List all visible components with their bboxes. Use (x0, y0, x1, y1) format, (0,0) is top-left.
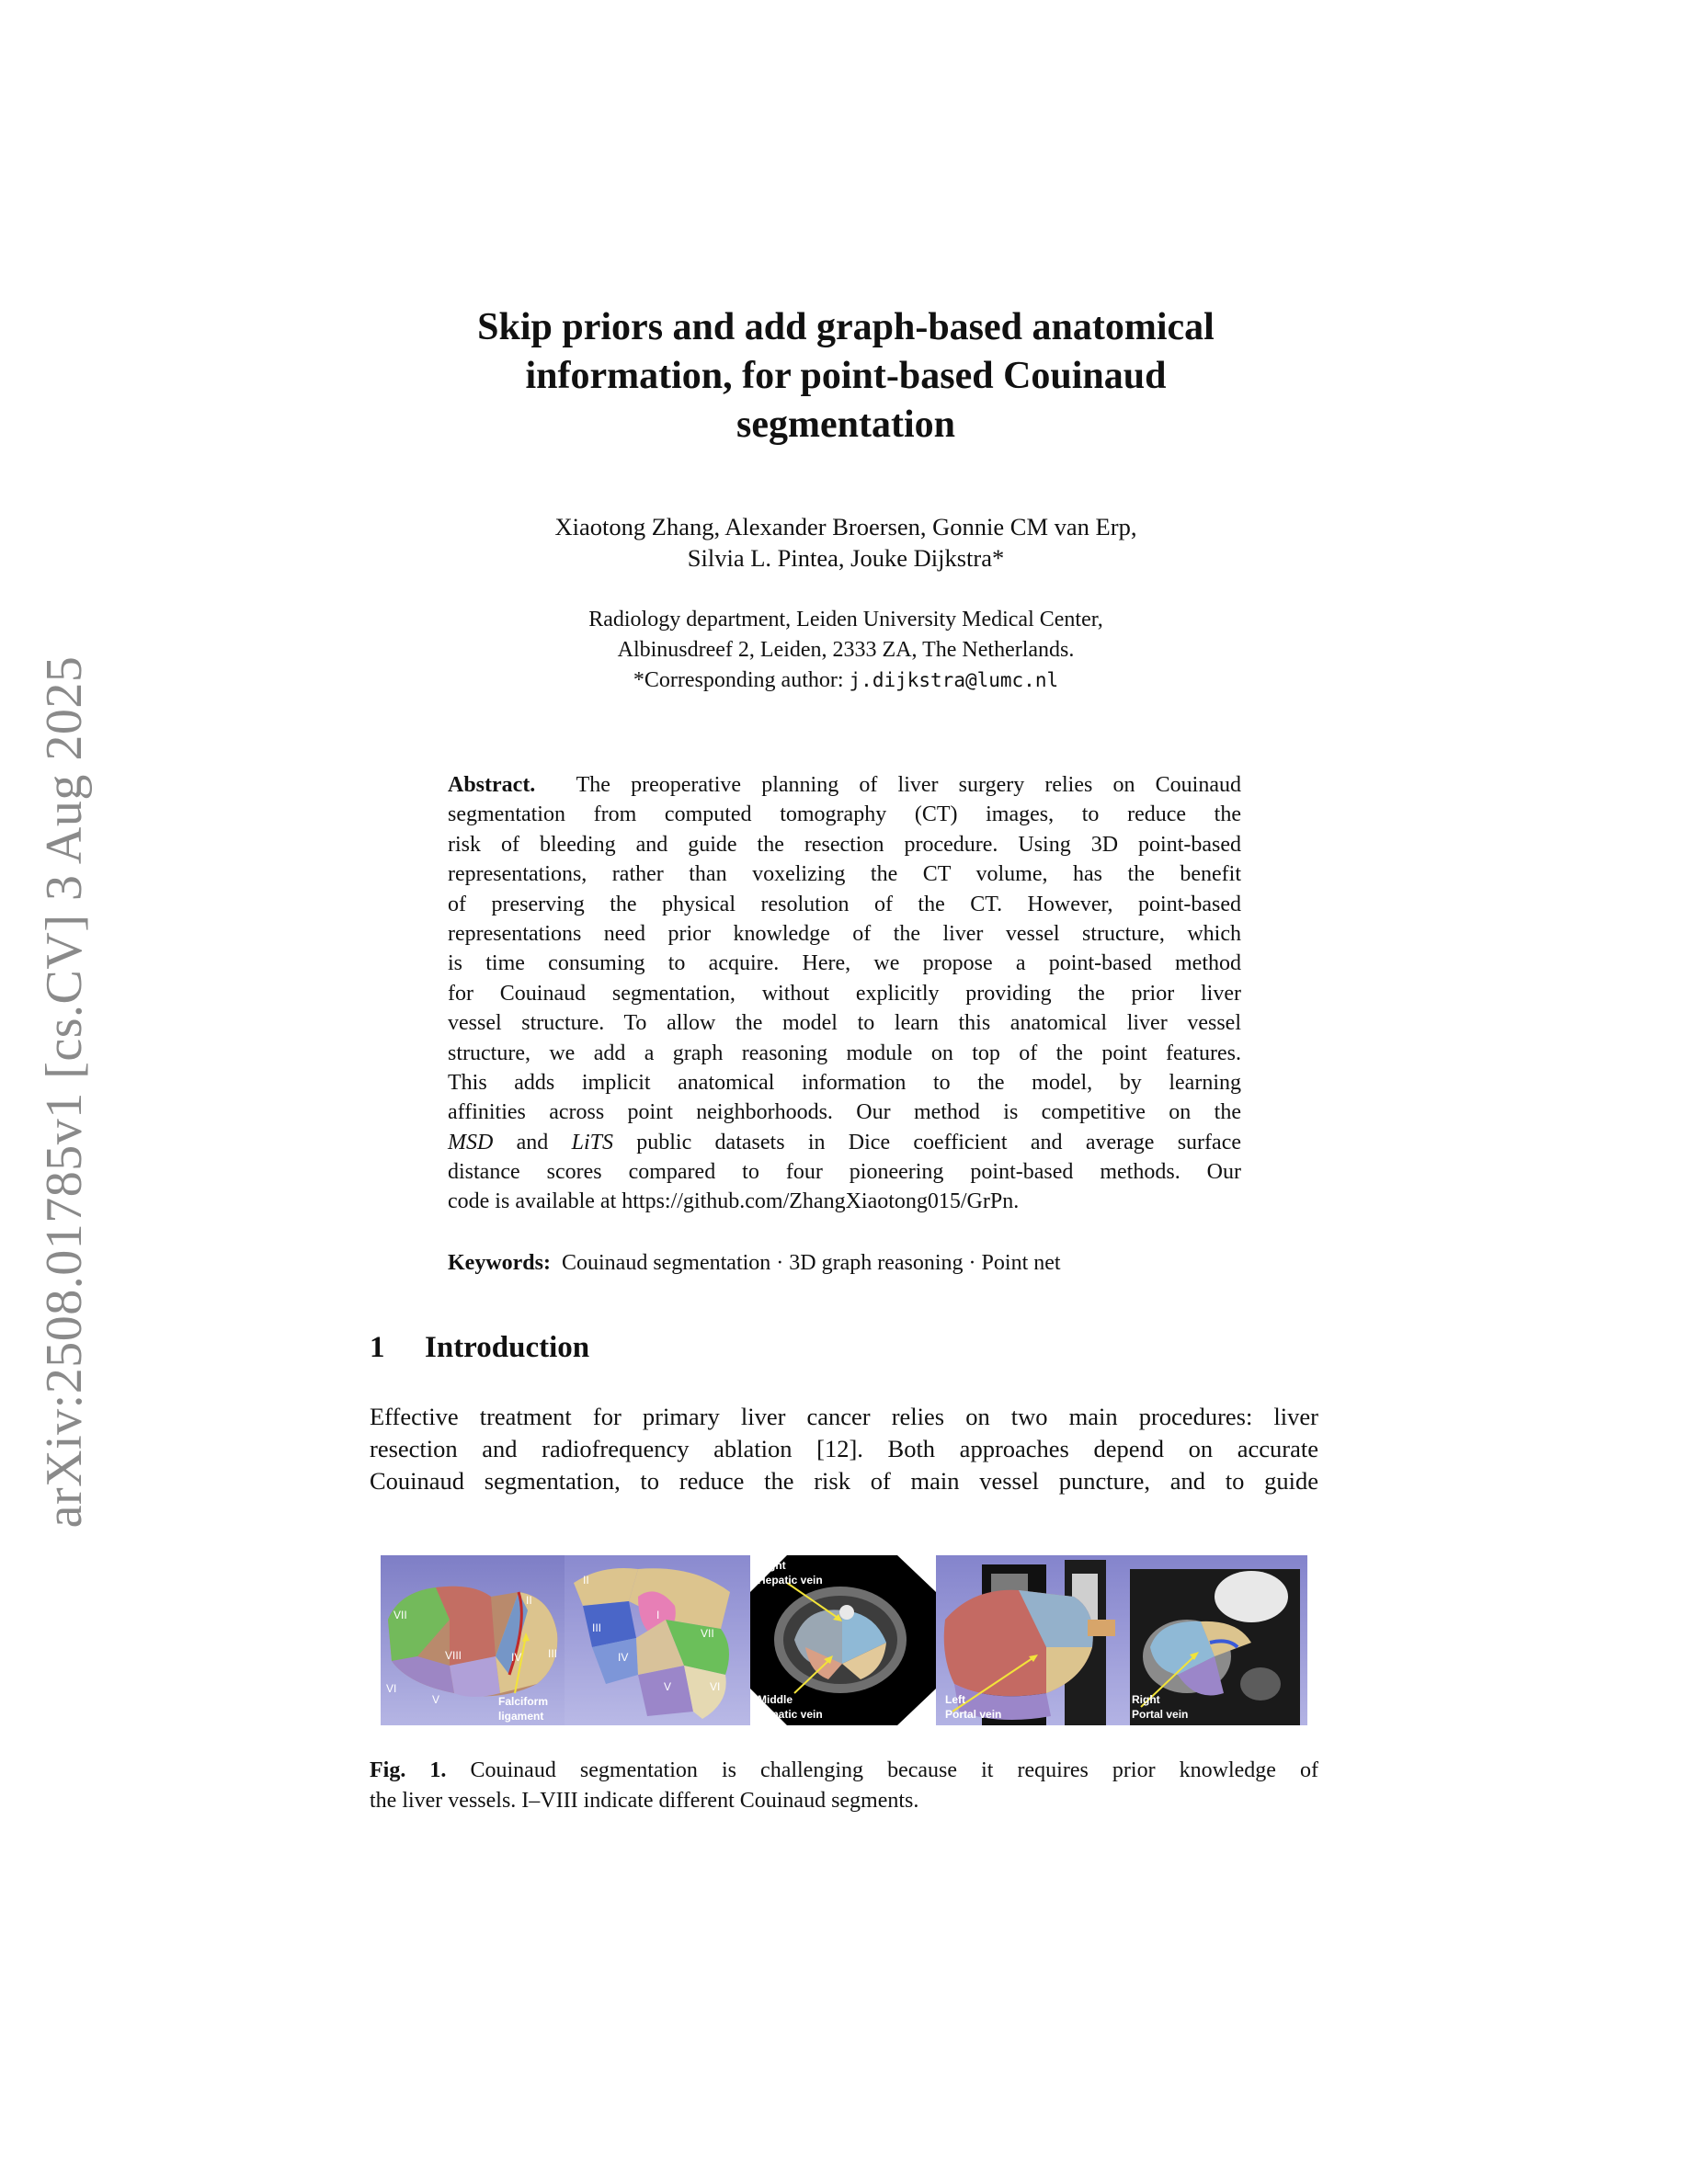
segment-label: IV (511, 1651, 522, 1664)
abstract-line: distance scores compared to four pioneering point-based methods. Our (448, 1160, 1241, 1185)
figure-1 (381, 1555, 1307, 1725)
affiliation-line: Albinusdreef 2, Leiden, 2333 ZA, The Netherlands. (617, 638, 1075, 662)
abstract-line (448, 1128, 1241, 1157)
intro-paragraph (370, 1401, 1318, 1497)
segment-label: V (432, 1693, 440, 1706)
author-line: Xiaotong Zhang, Alexander Broersen, Gonnie CM van Erp, (554, 513, 1137, 540)
segment-label: VII (701, 1627, 714, 1640)
dataset-msd: MSD (448, 1130, 494, 1155)
segment-label: V (664, 1680, 672, 1693)
segment-label: II (583, 1574, 589, 1587)
author-line: Silvia L. Pintea, Jouke Dijkstra* (687, 544, 1005, 572)
segment-label: VI (710, 1680, 721, 1693)
section-heading (370, 1329, 1013, 1366)
segment-label: VI (386, 1682, 397, 1695)
right-hepatic-label-line1: Right (758, 1559, 786, 1572)
segment-label: I (656, 1609, 660, 1621)
falciform-label-line2: ligament (498, 1710, 544, 1723)
right-hepatic-label-line2: Hepatic vein (758, 1574, 823, 1587)
affiliation-line: Radiology department, Leiden University Medical Center, (588, 608, 1103, 631)
right-portal-label-line1: Right (1132, 1693, 1160, 1706)
segment-label: III (592, 1621, 602, 1634)
paper-title (349, 303, 1342, 449)
abstract-line: affinities across point neighborhoods. Our method is competitive on the (448, 1100, 1241, 1125)
caption-line: the liver vessels. I–VIII indicate different Couinaud segments. (370, 1789, 919, 1813)
corresponding-email: j.dijkstra@lumc.nl (849, 669, 1059, 691)
abstract-line: structure, we add a graph reasoning module on top of the point features. (448, 1041, 1241, 1065)
segment-label: IV (618, 1651, 629, 1664)
segmented-liver-illustration (565, 1555, 750, 1725)
abstract-line: of preserving the physical resolution of the CT. However, point-based (448, 892, 1241, 916)
abstract-line: This adds implicit anatomical information to the model, by learning (448, 1070, 1241, 1095)
abstract-text: The preoperative planning of liver surgery relies on Couinaud (576, 773, 1241, 797)
abstract-line: risk of bleeding and guide the resection procedure. Using 3D point-based (448, 832, 1241, 857)
left-portal-label-line2: Portal vein (945, 1708, 1002, 1721)
abstract-line: vessel structure. To allow the model to learn this anatomical liver vessel (448, 1011, 1241, 1036)
section-title: Introduction (425, 1331, 590, 1364)
abstract-heading: Abstract. (448, 773, 536, 797)
segment-label: VIII (445, 1649, 462, 1662)
abstract-line: representations need prior knowledge of the liver vessel structure, which (448, 921, 1241, 946)
intro-line: resection and radiofrequency ablation [12]. Both approaches depend on accurate (370, 1435, 1318, 1462)
caption-label: Fig. 1. (370, 1758, 447, 1782)
figure-panel-segmented-liver (565, 1555, 750, 1725)
right-portal-label-line2: Portal vein (1132, 1708, 1189, 1721)
figure-panel-portal-left (936, 1555, 1123, 1725)
abstract-line: code is available at https://github.com/ZhangXiaotong015/GrPn. (448, 1189, 1020, 1214)
arxiv-stamp: arXiv:2508.01785v1 [cs.CV] 3 Aug 2025 (36, 655, 93, 1529)
intro-line: Couinaud segmentation, to reduce the risk of main vessel puncture, and to guide (370, 1467, 1318, 1495)
figure-caption (370, 1756, 1318, 1816)
left-portal-label-line1: Left (945, 1693, 965, 1706)
caption-line (370, 1756, 1318, 1786)
keywords (448, 1248, 1241, 1278)
abstract-line (448, 770, 1241, 800)
title-line: Skip priors and add graph-based anatomical (477, 306, 1215, 348)
section-number: 1 (370, 1331, 385, 1364)
segment-label: II (526, 1594, 532, 1607)
figure-panel-portal-right (1123, 1555, 1307, 1725)
segment-label: VII (393, 1609, 407, 1621)
affiliation (349, 605, 1342, 696)
abstract-text: public datasets in Dice coefficient and average surface (612, 1130, 1242, 1155)
abstract-line: segmentation from computed tomography (CT) images, to reduce the (448, 802, 1241, 827)
title-line: segmentation (736, 404, 955, 446)
abstract-line: for Couinaud segmentation, without explicitly providing the prior liver (448, 981, 1241, 1006)
abstract-line: is time consuming to acquire. Here, we propose a point-based method (448, 951, 1241, 976)
caption-text: Couinaud segmentation is challenging because it requires prior knowledge of (446, 1758, 1319, 1782)
figure-panel-liver-surface (381, 1555, 565, 1725)
dataset-lits: LiTS (571, 1130, 613, 1155)
keywords-label: Keywords: (448, 1251, 551, 1275)
keywords-text: Couinaud segmentation · 3D graph reasoning · Point net (561, 1251, 1061, 1275)
author-list (349, 511, 1342, 574)
abstract-line: representations, rather than voxelizing the CT volume, has the benefit (448, 862, 1241, 887)
segment-label: III (548, 1647, 558, 1660)
intro-line: Effective treatment for primary liver cancer relies on two main procedures: liver (370, 1403, 1318, 1430)
middle-hepatic-label-line1: Middle (758, 1693, 793, 1706)
title-line: information, for point-based Couinaud (525, 355, 1167, 397)
corresponding-prefix: *Corresponding author: (633, 668, 850, 692)
abstract (448, 770, 1241, 1217)
abstract-text: and (493, 1130, 572, 1155)
corresponding-author (349, 665, 1342, 696)
figure-panel-ct-axial (750, 1555, 936, 1725)
falciform-label-line1: Falciform (498, 1695, 549, 1708)
middle-hepatic-label-line2: Hepatic vein (758, 1708, 823, 1721)
